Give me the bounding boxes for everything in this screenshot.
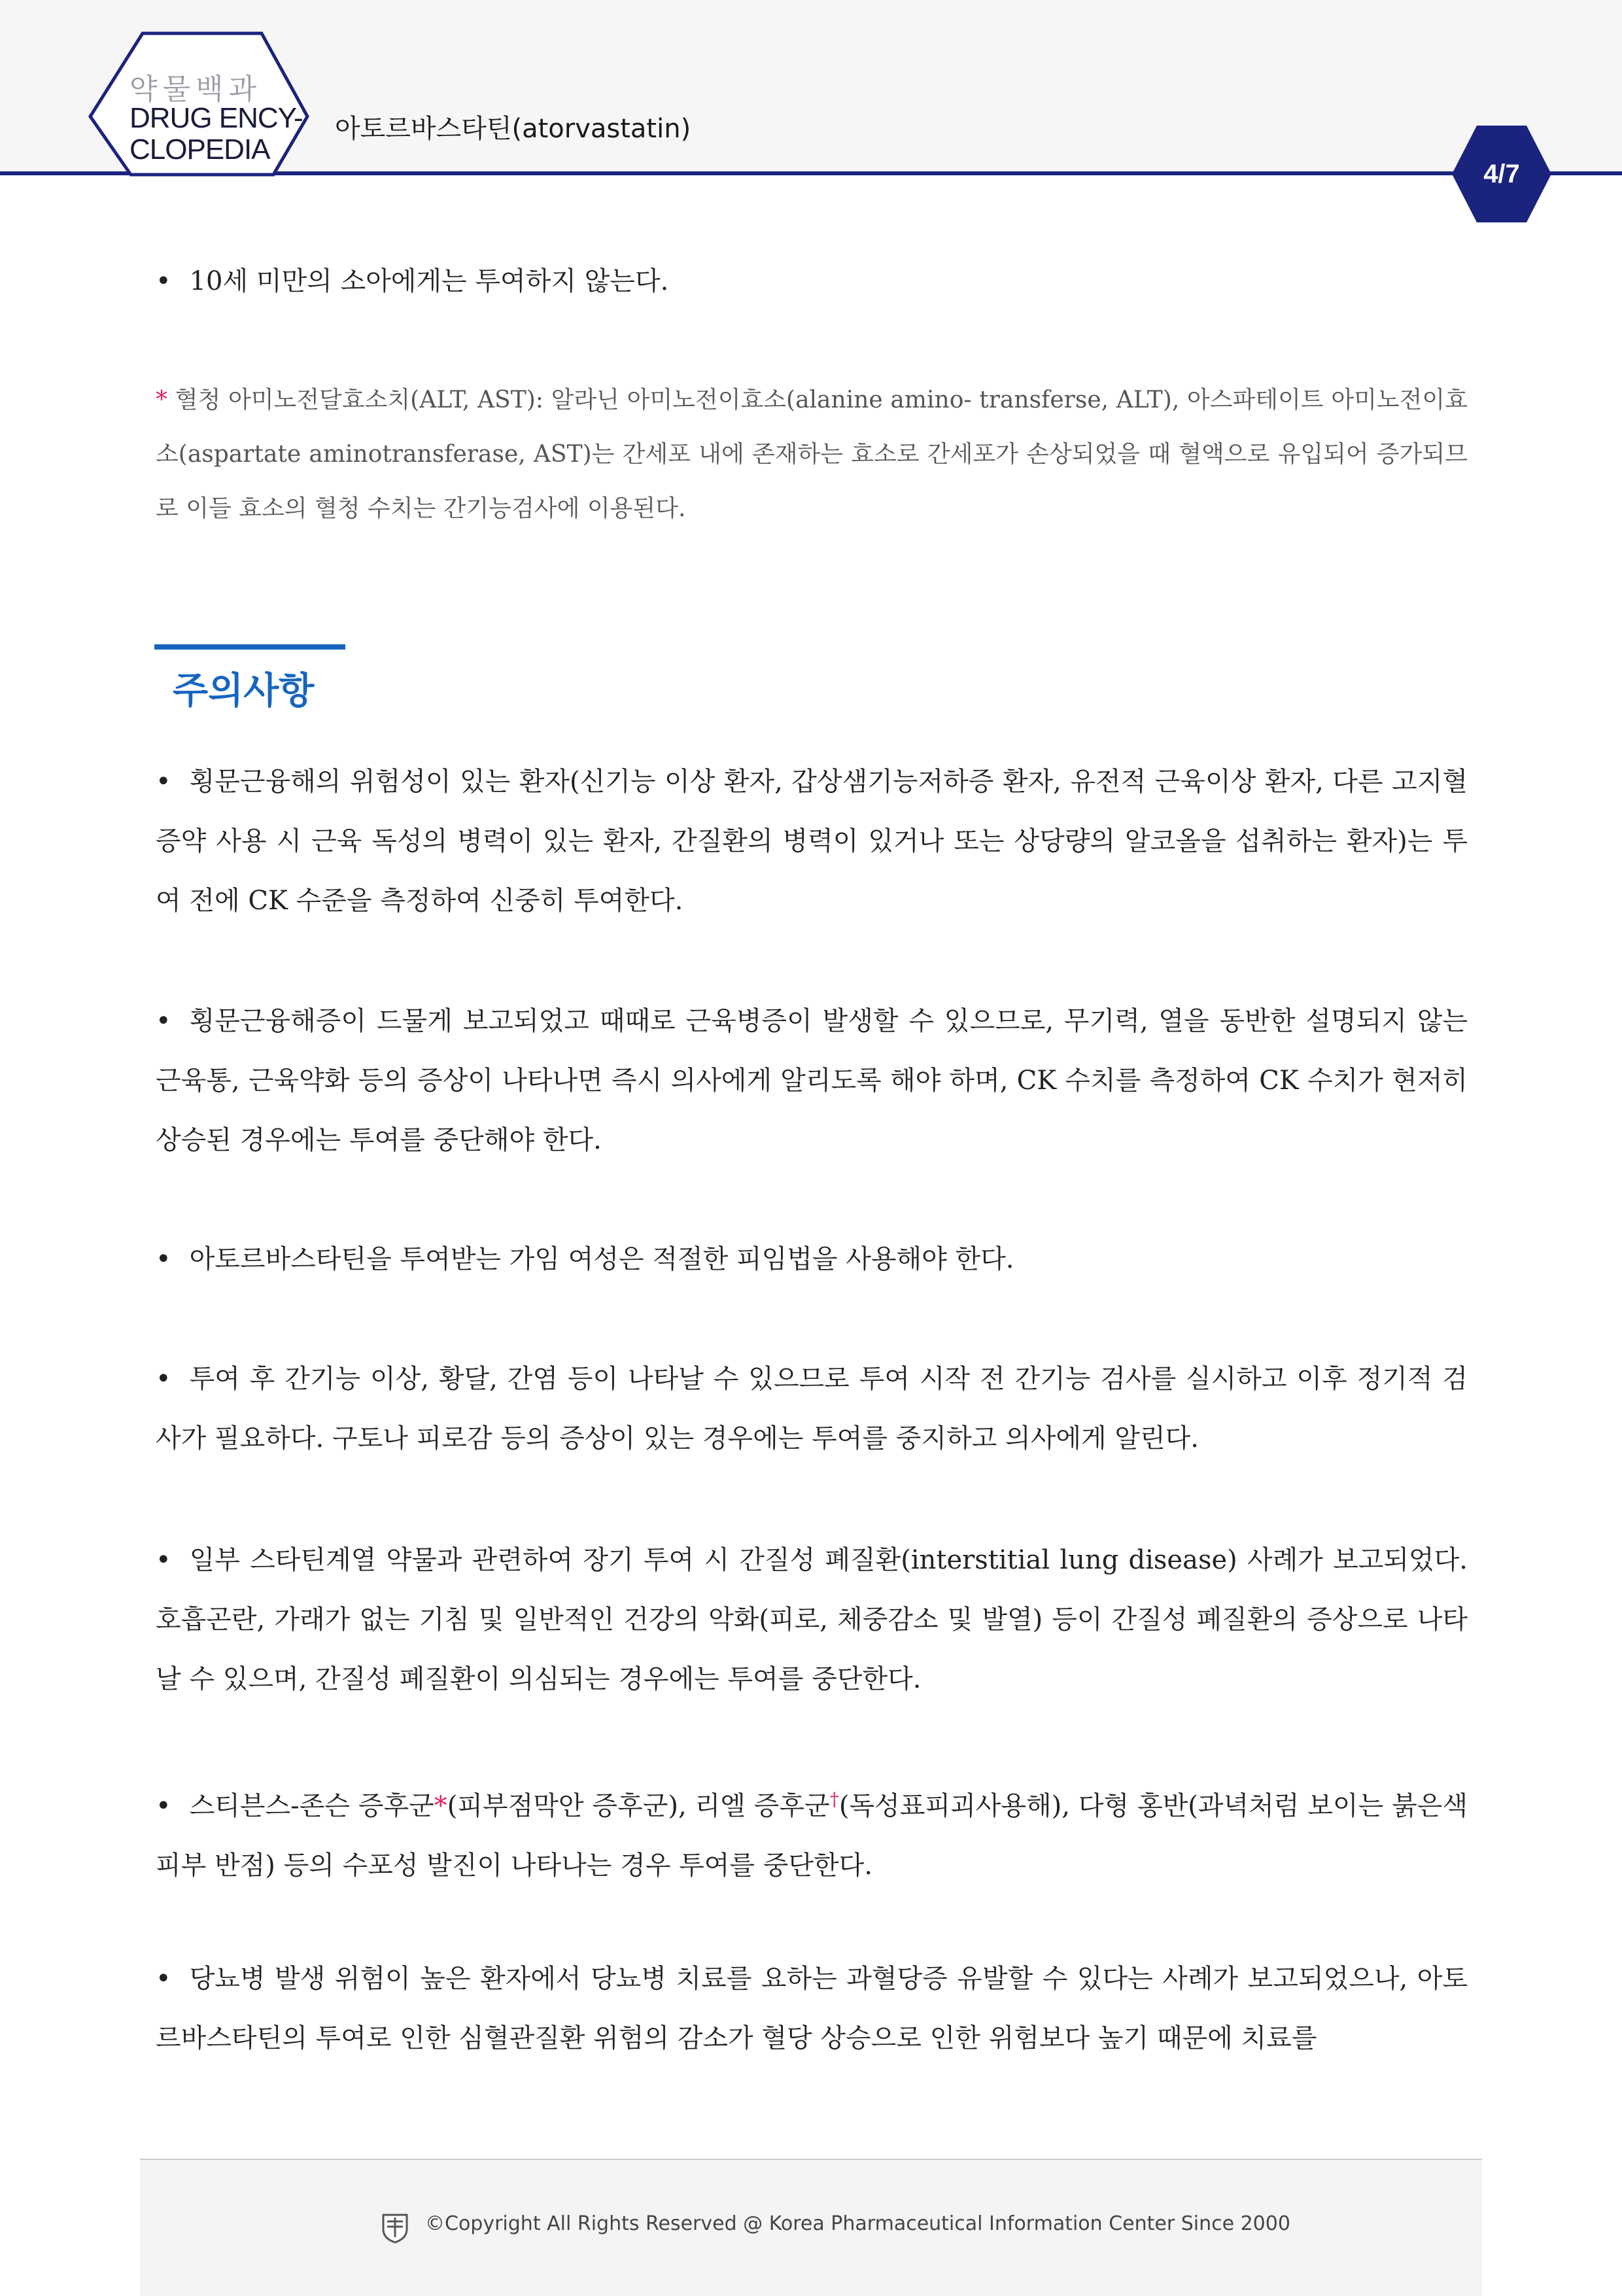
caution-item — [156, 752, 1468, 931]
caution-item-text: 횡문근융해증이 드물게 보고되었고 때때로 근육병증이 발생할 수 있으므로, 무기력, 열을 동반한 설명되지 않는 근육통, 근육약화 등의 증상이 나타나면 즉시 의사에게 알리도록 해야 하며, CK 수치를 측정하여 CK 수치가 현저히 상승된 경우에는 투여를 중단해야 한다. — [156, 1006, 1468, 1155]
document-title: 아토르바스타틴(atorvastatin) — [335, 114, 691, 144]
footnote-mark: * — [156, 387, 167, 413]
caution-item-text: 스티븐스-존슨 증후군 — [189, 1791, 434, 1821]
page-number: 4/7 — [1483, 160, 1520, 188]
caution-item — [156, 1769, 1468, 1896]
logo-korean-text: 약물백과 — [129, 73, 262, 105]
dagger-mark: † — [829, 1788, 839, 1810]
logo-english-line1: DRUG ENCY- — [129, 102, 303, 134]
caution-item-text: (피부점막안 증후군), 리엘 증후군 — [447, 1791, 830, 1821]
bullet: • — [156, 767, 171, 797]
caution-item-text: 당뇨병 발생 위험이 높은 환자에서 당뇨병 치료를 요하는 과혈당증 유발할 수 있다는 사례가 보고되었으나, 아토르바스타틴의 투여로 인한 심혈관질환 위험의 감소가 혈당 상승으로 인한 위험보다 높기 때문에 치료를 — [156, 1964, 1468, 2053]
footnote — [156, 373, 1468, 536]
bullet: • — [156, 1545, 171, 1575]
intro-item-text: 10세 미만의 소아에게는 투여하지 않는다. — [189, 266, 669, 296]
section-heading-bar — [154, 644, 345, 650]
caution-item-text: 아토르바스타틴을 투여받는 가임 여성은 적절한 피임법을 사용해야 한다. — [189, 1244, 1014, 1274]
caution-item — [156, 1949, 1468, 2068]
intro-list-item — [156, 252, 1468, 311]
caution-item — [156, 1531, 1468, 1709]
bullet: • — [156, 1244, 171, 1274]
caution-item-text: (독성표피괴사용해), 다형 홍반(과녁처럼 보이는 붉은색 피부 반점) 등의 수포성 발진이 나타나는 경우 투여를 중단한다. — [156, 1791, 1468, 1881]
section-title: 주의사항 — [173, 670, 315, 712]
logo-english-line2: CLOPEDIA — [129, 133, 270, 165]
bullet: • — [156, 266, 171, 296]
copyright-text: ©Copyright All Rights Reserved @ Korea Pharmaceutical Information Center Since 2000 — [425, 2212, 1290, 2235]
caution-item — [156, 1230, 1468, 1289]
footnote-text: 혈청 아미노전달효소치(ALT, AST): 알라닌 아미노전이효소(alanine amino- transferse, ALT), 아스파테이트 아미노전이효소(aspartate aminotransferase, AST)는 간세포 내에 존재하는 효소로 간세포가 손상되었을 때 혈액으로 유입되어 증가되므로 이들 효소의 혈청 수치는 간기능검사에 이용된다. — [156, 387, 1468, 522]
caution-item — [156, 1349, 1468, 1469]
caution-item-text: 투여 후 간기능 이상, 황달, 간염 등이 나타날 수 있으므로 투여 시작 전 간기능 검사를 실시하고 이후 정기적 검사가 필요하다. 구토나 피로감 등의 증상이 있는 경우에는 투여를 중지하고 의사에게 알린다. — [156, 1364, 1468, 1453]
caution-item — [156, 992, 1468, 1170]
bullet: • — [156, 1006, 171, 1036]
bullet: • — [156, 1364, 171, 1394]
bullet: • — [156, 1964, 171, 1994]
shield-emblem-icon — [382, 2212, 408, 2244]
bullet: • — [156, 1791, 171, 1821]
footnote-mark: * — [434, 1791, 447, 1821]
caution-item-text: 횡문근융해의 위험성이 있는 환자(신기능 이상 환자, 갑상샘기능저하증 환자, 유전적 근육이상 환자, 다른 고지혈증약 사용 시 근육 독성의 병력이 있는 환자, 간질환의 병력이 있거나 또는 상당량의 알코올을 섭취하는 환자)는 투여 전에 CK 수준을 측정하여 신중히 투여한다. — [156, 767, 1468, 916]
caution-item-text: 일부 스타틴계열 약물과 관련하여 장기 투여 시 간질성 폐질환(interstitial lung disease) 사례가 보고되었다. 호흡곤란, 가래가 없는 기침 및 일반적인 건강의 악화(피로, 체중감소 및 발열) 등이 간질성 폐질환의 증상으로 나타날 수 있으며, 간질성 폐질환이 의심되는 경우에는 투여를 중단한다. — [156, 1545, 1468, 1694]
